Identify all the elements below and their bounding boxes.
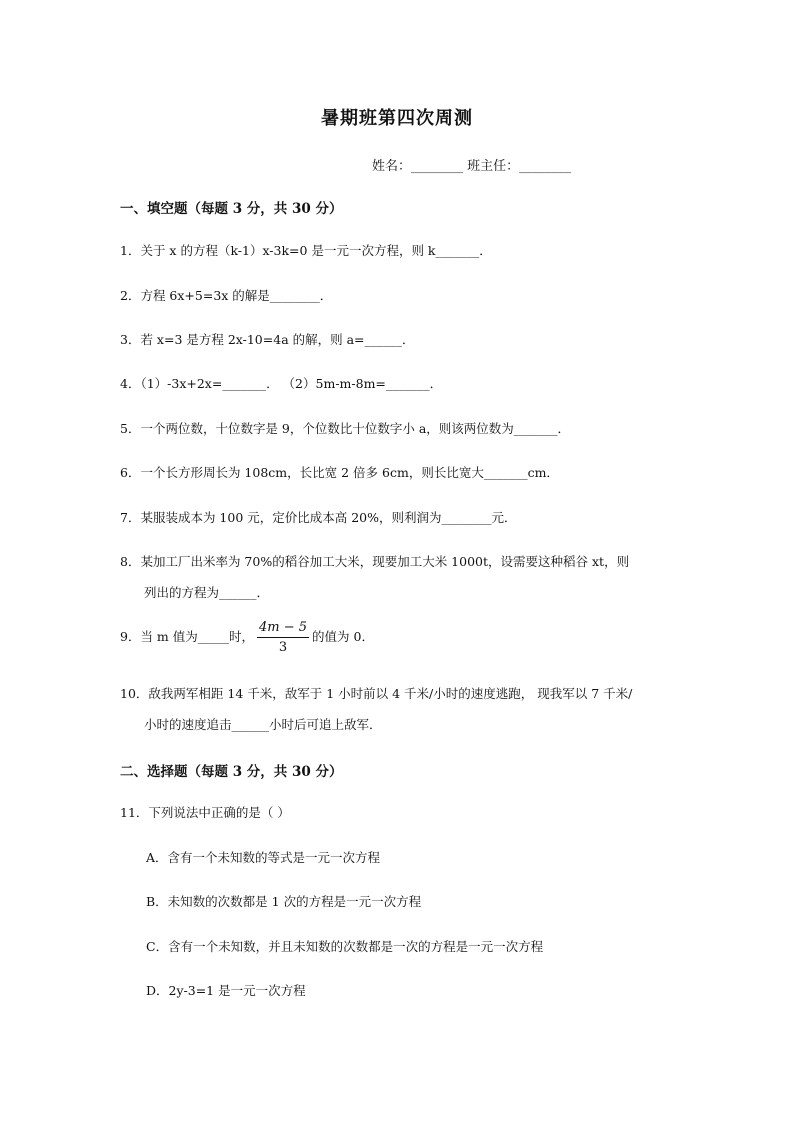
question-9 (120, 620, 374, 655)
option-d: D．2y-3=1 是一元一次方程 (146, 983, 306, 998)
question-2: 2．方程 6x+5=3x 的解是________． (120, 288, 333, 303)
question-8-line-1: 8．某加工厂出米率为 70%的稻谷加工大米，现要加工大米 1000t，设需要这种稻谷 xt，则 (120, 554, 630, 569)
question-9-prefix: 9．当 m 值为_____时， (120, 629, 255, 644)
fraction-denominator: 3 (278, 640, 288, 655)
question-8-line-2: 列出的方程为______． (144, 585, 270, 600)
option-c: C．含有一个未知数，并且未知数的次数都是一次的方程是一元一次方程 (146, 939, 544, 954)
question-5: 5．一个两位数，十位数字是 9，个位数比十位数字小 a，则该两位数为_______． (120, 421, 571, 436)
option-b: B．未知数的次数都是 1 次的方程是一元一次方程 (146, 894, 422, 909)
page-title: 暑期班第四次周测 (321, 108, 473, 129)
question-4: 4．（1）-3x+2x=_______． （2）5m-m-8m=_______． (120, 376, 443, 391)
option-a: A．含有一个未知数的等式是一元一次方程 (146, 850, 381, 865)
question-7: 7．某服装成本为 100 元，定价比成本高 20%，则利润为________元． (120, 510, 517, 525)
question-9-suffix: 的值为 0． (312, 629, 374, 644)
student-info-line: 姓名：________ 班主任：________ (372, 159, 572, 174)
section-heading-fill-blank: 一、填空题（每题 3 分，共 30 分） (120, 201, 343, 217)
question-11: 11．下列说法中正确的是（ ） (120, 805, 290, 820)
question-10-line-1: 10．敌我两军相距 14 千米，敌军于 1 小时前以 4 千米/小时的速度逃跑， 现我军以 7 千米/ (120, 686, 633, 701)
question-10-line-2: 小时的速度追击______小时后可追上敌军． (144, 717, 382, 732)
question-6: 6．一个长方形周长为 108cm，长比宽 2 倍多 6cm，则长比宽大_______cm． (120, 465, 559, 480)
fraction (257, 620, 309, 655)
section-heading-multiple-choice: 二、选择题（每题 3 分，共 30 分） (120, 764, 343, 780)
question-3: 3．若 x=3 是方程 2x-10=4a 的解，则 a=______． (120, 332, 415, 347)
question-1: 1．关于 x 的方程（k-1）x-3k=0 是一元一次方程，则 k_______． (120, 243, 492, 258)
fraction-numerator: 4m − 5 (257, 620, 309, 638)
